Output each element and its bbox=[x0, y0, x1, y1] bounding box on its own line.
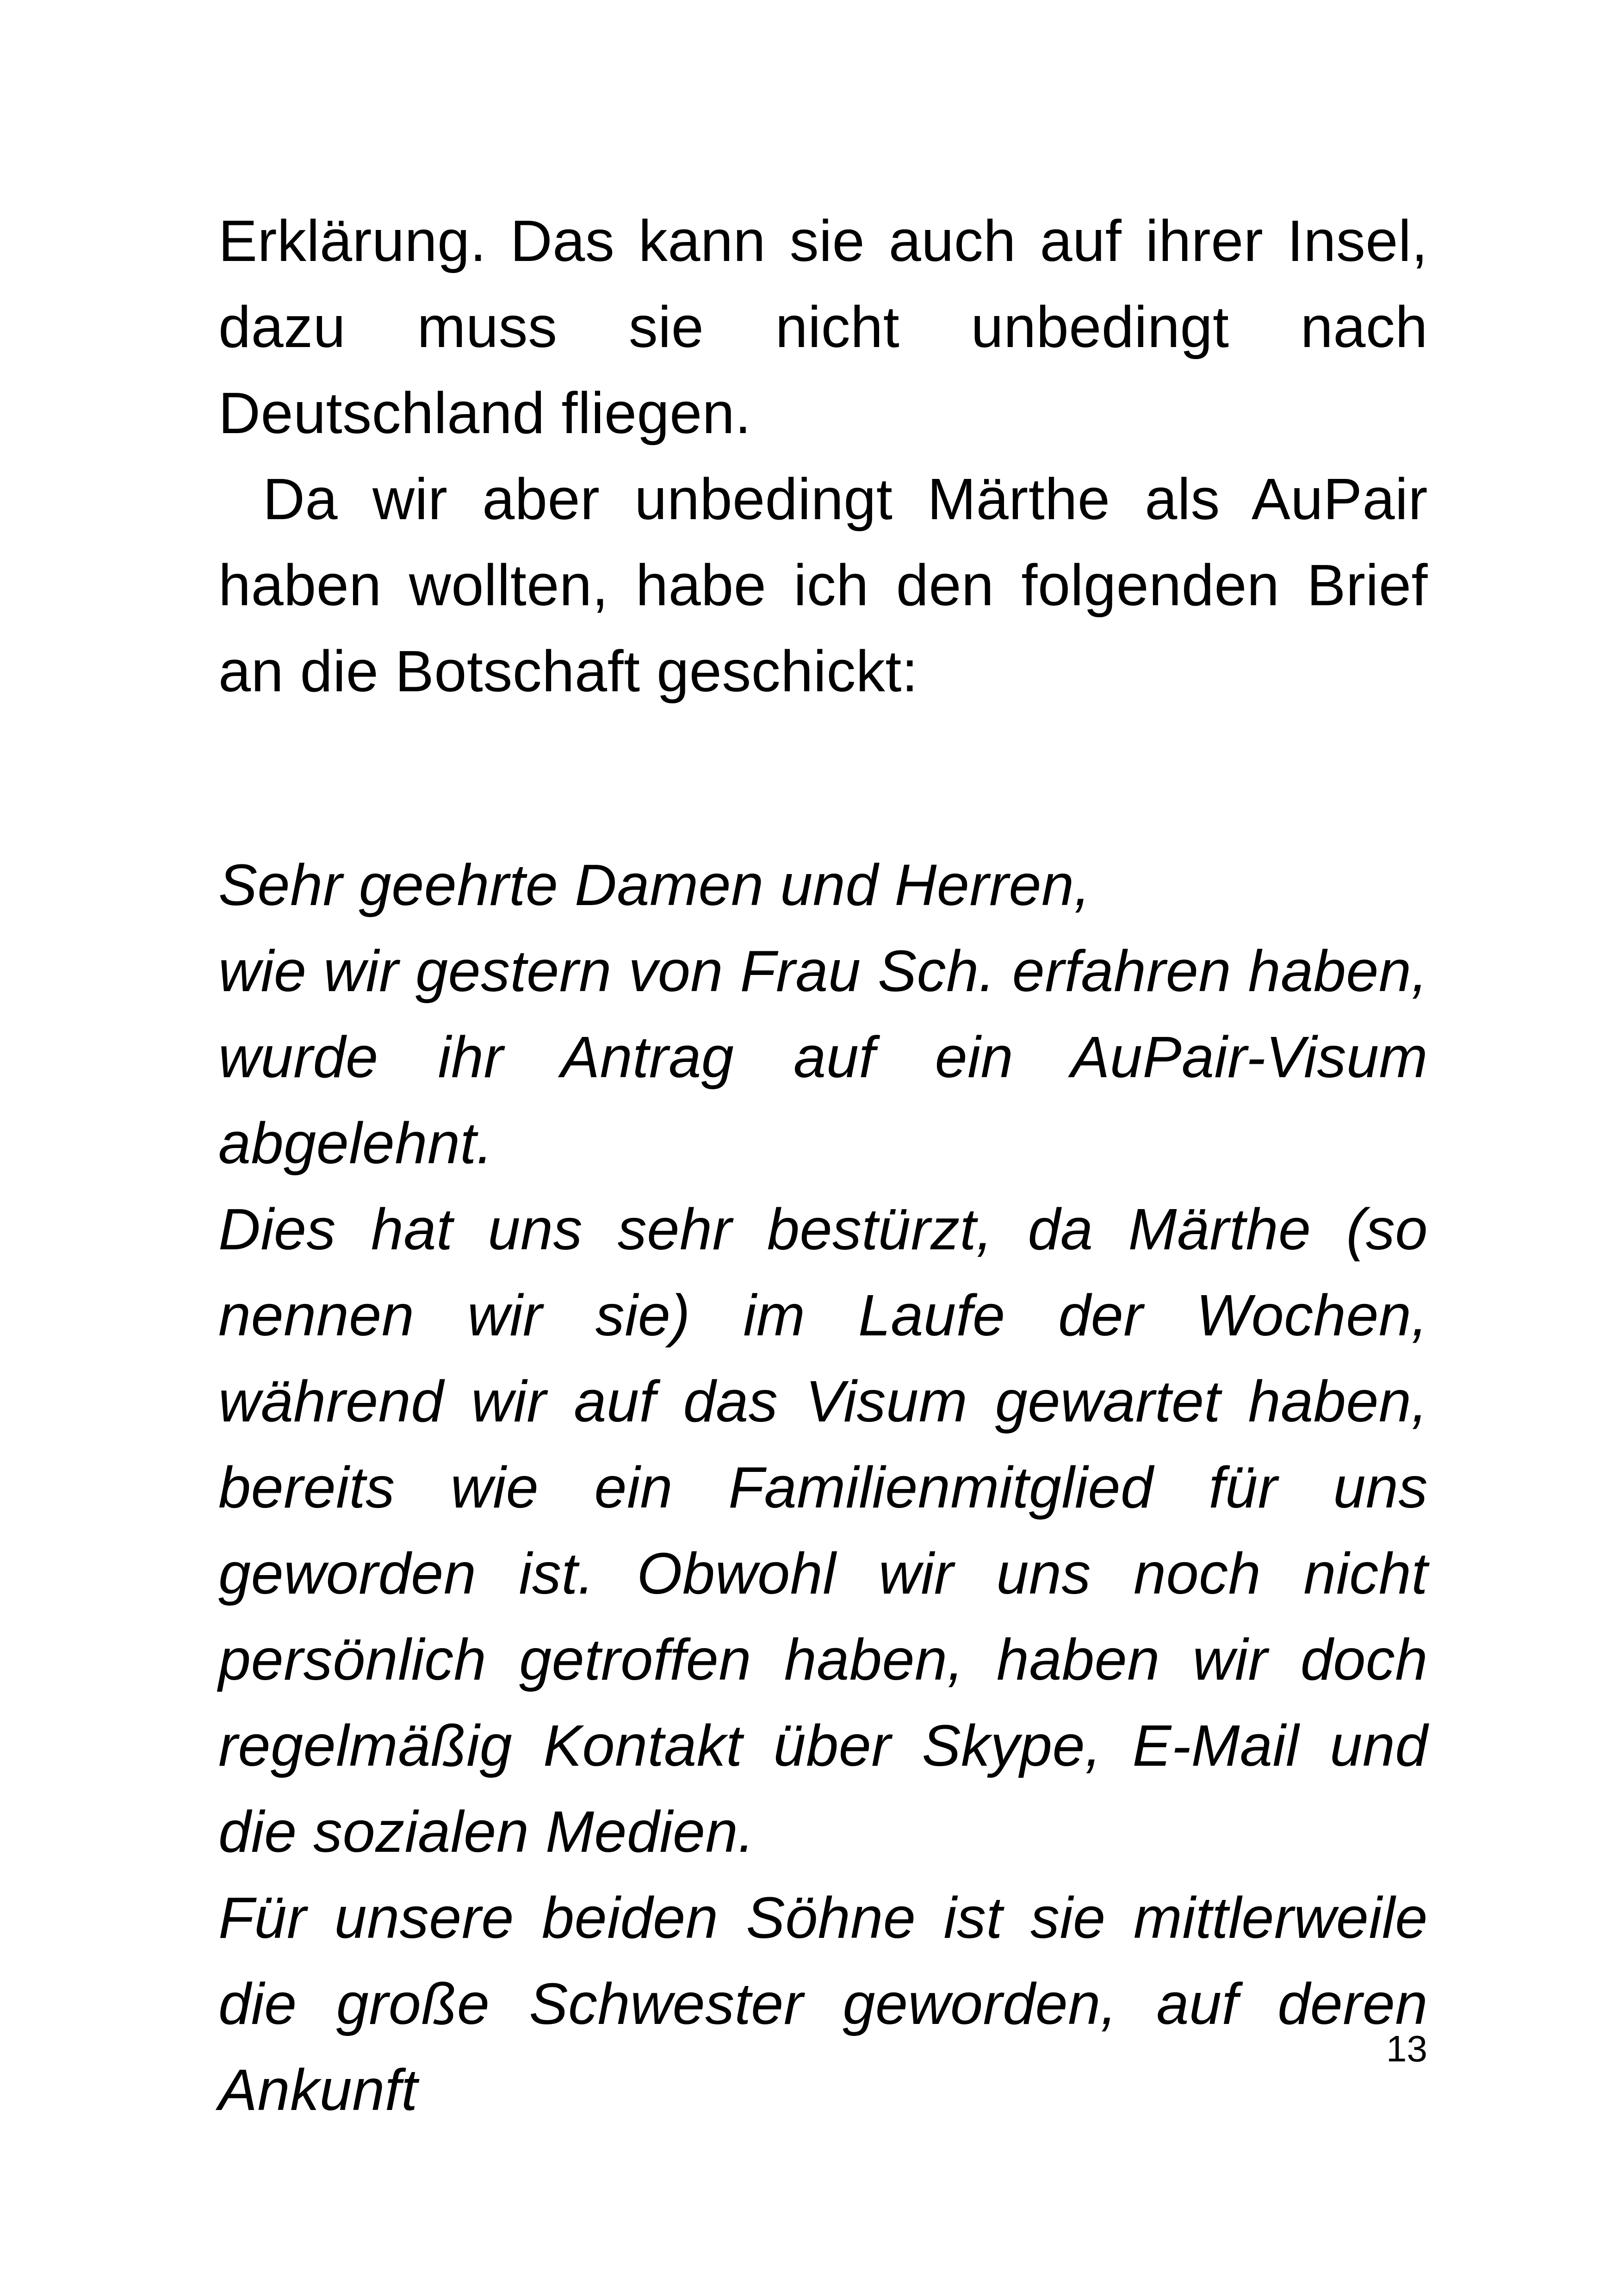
letter-paragraph: Dies hat uns sehr bestürzt, da Märthe (so nennen wir sie) im Laufe der Wochen, während wir auf das Visum gewartet haben, bereits wie ein Familienmitglied für uns geworden ist. Obwohl wir uns noch nicht persönlich getroffen haben, haben wir doch regelmäßig Kontakt über Skype, E-Mail und die sozialen Medien. bbox=[218, 1197, 1428, 1864]
paragraph: Da wir aber unbedingt Märthe als AuPair haben wollten, habe ich den folgenden Brief an die Botschaft geschickt: bbox=[218, 466, 1428, 704]
intro-text bbox=[218, 198, 1428, 714]
letter-paragraph: Für unsere beiden Söhne ist sie mittlerweile die große Schwester geworden, auf deren Ankunft bbox=[218, 1885, 1428, 2122]
letter-text bbox=[218, 842, 1428, 2133]
letter-paragraph: wie wir gestern von Frau Sch. erfahren haben, wurde ihr Antrag auf ein AuPair-Visum abgelehnt. bbox=[218, 938, 1428, 1176]
paragraph: Erklärung. Das kann sie auch auf ihrer Insel, dazu muss sie nicht unbedingt nach Deutschland fliegen. bbox=[218, 208, 1428, 446]
letter-salutation: Sehr geehrte Damen und Herren, bbox=[218, 852, 1091, 918]
page-number: 13 bbox=[1386, 2028, 1427, 2069]
